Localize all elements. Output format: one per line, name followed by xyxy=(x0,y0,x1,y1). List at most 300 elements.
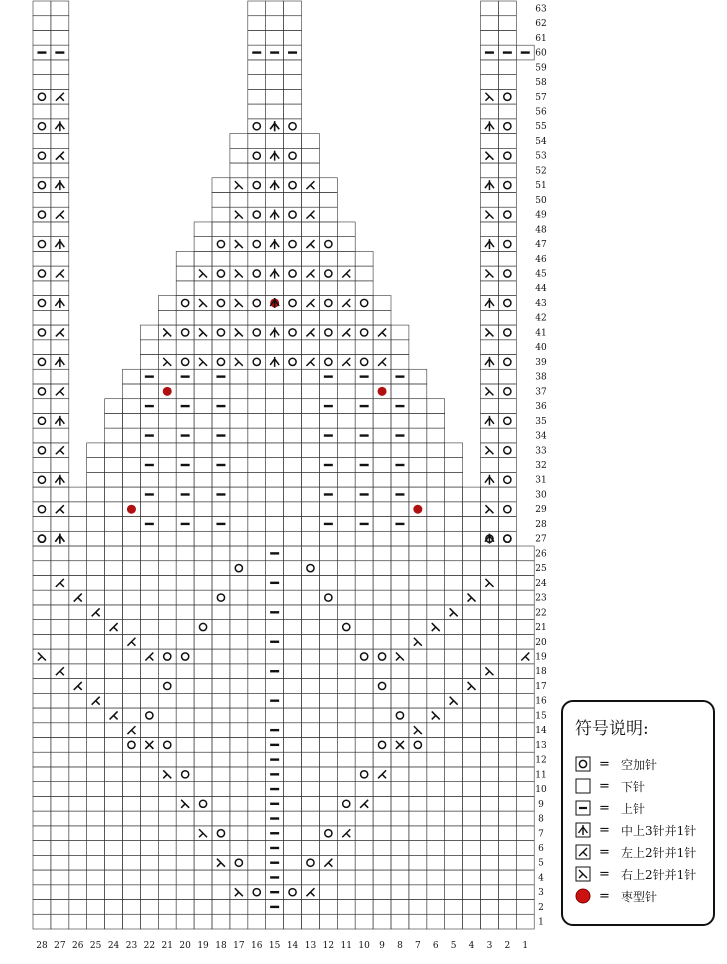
stitch-cell xyxy=(248,60,266,75)
stitch-cell xyxy=(123,561,141,576)
legend-equals: = xyxy=(599,888,610,904)
stitch-cell xyxy=(355,355,373,370)
stitch-cell xyxy=(302,222,320,237)
stitch-cell xyxy=(337,502,355,517)
left-decrease-icon xyxy=(306,181,314,189)
stitch-cell xyxy=(230,634,248,649)
stitch-cell xyxy=(51,428,69,443)
stitch-cell xyxy=(194,369,212,384)
stitch-cell xyxy=(373,826,391,841)
stitch-cell xyxy=(230,811,248,826)
yarn-over-icon xyxy=(289,152,296,159)
stitch-cell xyxy=(391,826,409,841)
stitch-cell xyxy=(33,325,51,340)
stitch-cell xyxy=(105,502,123,517)
stitch-cell xyxy=(266,30,284,45)
stitch-cell xyxy=(302,900,320,915)
stitch-cell xyxy=(69,561,87,576)
stitch-cell xyxy=(105,561,123,576)
stitch-cell xyxy=(176,472,194,487)
left-decrease-icon xyxy=(56,505,64,513)
stitch-cell xyxy=(194,590,212,605)
stitch-cell xyxy=(498,914,516,929)
stitch-cell xyxy=(427,664,445,679)
stitch-cell xyxy=(194,517,212,532)
stitch-cell xyxy=(319,310,337,325)
yarn-over-icon xyxy=(253,358,260,365)
stitch-cell xyxy=(481,841,499,856)
stitch-cell xyxy=(33,148,51,163)
stitch-cell xyxy=(355,811,373,826)
stitch-cell xyxy=(302,399,320,414)
stitch-cell xyxy=(33,89,51,104)
stitch-cell xyxy=(445,679,463,694)
stitch-cell xyxy=(409,782,427,797)
stitch-cell xyxy=(123,649,141,664)
stitch-cell xyxy=(158,296,176,311)
stitch-cell xyxy=(176,826,194,841)
right-decrease-icon xyxy=(163,358,171,366)
stitch-cell xyxy=(176,679,194,694)
stitch-cell xyxy=(391,355,409,370)
yarn-over-icon xyxy=(325,594,332,601)
stitch-cell xyxy=(230,590,248,605)
stitch-cell xyxy=(284,310,302,325)
stitch-cell xyxy=(319,693,337,708)
stitch-cell xyxy=(51,885,69,900)
stitch-cell xyxy=(373,620,391,635)
stitch-cell xyxy=(51,738,69,753)
stitch-cell xyxy=(33,855,51,870)
left-decrease-icon xyxy=(378,328,386,336)
stitch-cell xyxy=(51,649,69,664)
right-decrease-icon xyxy=(235,270,243,278)
stitch-cell xyxy=(319,723,337,738)
stitch-cell xyxy=(319,841,337,856)
stitch-cell xyxy=(69,693,87,708)
stitch-cell xyxy=(391,561,409,576)
stitch-cell xyxy=(105,855,123,870)
stitch-cell xyxy=(212,413,230,428)
stitch-cell xyxy=(445,914,463,929)
stitch-cell xyxy=(391,325,409,340)
stitch-cell xyxy=(463,885,481,900)
stitch-cell xyxy=(248,16,266,31)
stitch-cell xyxy=(33,605,51,620)
column-number-label: 26 xyxy=(72,941,84,951)
stitch-cell xyxy=(284,443,302,458)
row-number-label: 43 xyxy=(535,298,547,309)
stitch-cell xyxy=(481,708,499,723)
stitch-cell xyxy=(427,855,445,870)
column-number-label: 10 xyxy=(358,941,370,951)
stitch-cell xyxy=(409,399,427,414)
stitch-cell xyxy=(409,811,427,826)
stitch-cell xyxy=(498,75,516,90)
right-decrease-icon xyxy=(485,211,493,219)
stitch-cell xyxy=(481,104,499,119)
stitch-cell xyxy=(319,620,337,635)
stitch-cell xyxy=(33,369,51,384)
stitch-cell xyxy=(498,237,516,252)
stitch-cell xyxy=(248,914,266,929)
yarn-over-icon xyxy=(38,476,45,483)
left-decrease-icon xyxy=(324,859,332,867)
stitch-cell xyxy=(158,738,176,753)
stitch-cell xyxy=(158,900,176,915)
stitch-cell xyxy=(445,885,463,900)
stitch-cell xyxy=(158,914,176,929)
stitch-cell xyxy=(337,546,355,561)
stitch-cell xyxy=(212,693,230,708)
stitch-cell xyxy=(427,502,445,517)
stitch-cell xyxy=(355,870,373,885)
central-double-decrease-icon xyxy=(270,327,279,337)
column-number-label: 2 xyxy=(504,941,511,951)
right-decrease-icon xyxy=(163,770,171,778)
stitch-cell xyxy=(194,222,212,237)
stitch-cell xyxy=(445,664,463,679)
stitch-cell xyxy=(463,575,481,590)
stitch-cell xyxy=(337,679,355,694)
row-number-label: 32 xyxy=(535,461,547,472)
stitch-cell xyxy=(481,796,499,811)
stitch-cell xyxy=(33,517,51,532)
stitch-cell xyxy=(463,796,481,811)
stitch-cell xyxy=(176,355,194,370)
stitch-cell xyxy=(481,546,499,561)
stitch-cell xyxy=(123,752,141,767)
stitch-cell xyxy=(266,561,284,576)
stitch-cell xyxy=(212,590,230,605)
stitch-cell xyxy=(51,826,69,841)
legend-item-central-double-decrease xyxy=(575,821,696,839)
yarn-over-icon xyxy=(289,123,296,130)
stitch-cell xyxy=(284,1,302,16)
stitch-cell xyxy=(391,620,409,635)
stitch-cell xyxy=(319,237,337,252)
stitch-cell xyxy=(427,575,445,590)
stitch-cell xyxy=(33,104,51,119)
row-number-label: 12 xyxy=(535,755,547,766)
stitch-cell xyxy=(266,413,284,428)
right-decrease-icon xyxy=(199,328,207,336)
stitch-cell xyxy=(373,369,391,384)
stitch-cell xyxy=(337,782,355,797)
stitch-cell xyxy=(319,193,337,208)
left-decrease-icon xyxy=(306,888,314,896)
stitch-cell xyxy=(230,193,248,208)
yarn-over-icon xyxy=(253,123,260,130)
stitch-cell xyxy=(266,679,284,694)
left-decrease-icon xyxy=(127,726,135,734)
stitch-cell xyxy=(248,266,266,281)
stitch-cell xyxy=(302,517,320,532)
stitch-cell xyxy=(463,620,481,635)
stitch-cell xyxy=(355,914,373,929)
stitch-cell xyxy=(284,590,302,605)
central-double-decrease-icon xyxy=(485,475,494,485)
stitch-cell xyxy=(176,502,194,517)
stitch-cell xyxy=(266,1,284,16)
stitch-cell xyxy=(391,796,409,811)
stitch-cell xyxy=(51,723,69,738)
yarn-over-icon xyxy=(325,299,332,306)
yarn-over-icon xyxy=(325,830,332,837)
yarn-over-icon xyxy=(289,211,296,218)
row-number-label: 47 xyxy=(535,240,547,251)
yarn-over-icon xyxy=(182,299,189,306)
stitch-cell xyxy=(481,738,499,753)
right-decrease-icon xyxy=(485,387,493,395)
stitch-cell xyxy=(140,914,158,929)
legend-label: 空加针 xyxy=(621,757,658,772)
stitch-cell xyxy=(302,487,320,502)
stitch-cell xyxy=(87,900,105,915)
stitch-cell xyxy=(248,634,266,649)
stitch-cell xyxy=(123,900,141,915)
stitch-cell xyxy=(33,796,51,811)
stitch-cell xyxy=(337,708,355,723)
stitch-cell xyxy=(409,885,427,900)
stitch-cell xyxy=(230,855,248,870)
right-decrease-icon xyxy=(199,829,207,837)
stitch-cell xyxy=(498,413,516,428)
left-decrease-icon xyxy=(360,800,368,808)
stitch-cell xyxy=(481,826,499,841)
stitch-cell xyxy=(409,679,427,694)
stitch-cell xyxy=(248,575,266,590)
stitch-cell xyxy=(105,752,123,767)
stitch-cell xyxy=(266,487,284,502)
stitch-cell xyxy=(373,634,391,649)
stitch-cell xyxy=(355,251,373,266)
stitch-cell xyxy=(176,340,194,355)
stitch-cell xyxy=(69,531,87,546)
stitch-cell xyxy=(176,561,194,576)
stitch-cell xyxy=(498,207,516,222)
yarn-over-icon xyxy=(361,653,368,660)
stitch-cell xyxy=(33,443,51,458)
stitch-cell xyxy=(176,620,194,635)
stitch-cell xyxy=(337,841,355,856)
stitch-cell xyxy=(373,855,391,870)
central-double-decrease-icon xyxy=(485,534,494,544)
stitch-cell xyxy=(355,325,373,340)
yarn-over-icon xyxy=(217,358,224,365)
stitch-cell xyxy=(355,443,373,458)
stitch-cell xyxy=(212,178,230,193)
stitch-cell xyxy=(266,340,284,355)
stitch-cell xyxy=(337,752,355,767)
stitch-cell xyxy=(481,782,499,797)
stitch-cell xyxy=(373,782,391,797)
stitch-cell xyxy=(87,870,105,885)
stitch-cell xyxy=(284,237,302,252)
stitch-cell xyxy=(427,413,445,428)
stitch-cell xyxy=(248,664,266,679)
left-decrease-icon xyxy=(306,358,314,366)
stitch-cell xyxy=(33,752,51,767)
stitch-cell xyxy=(51,796,69,811)
left-decrease-icon xyxy=(110,711,118,719)
stitch-cell xyxy=(284,900,302,915)
yarn-over-icon xyxy=(217,594,224,601)
stitch-cell xyxy=(158,517,176,532)
stitch-cell xyxy=(69,575,87,590)
stitch-cell xyxy=(516,561,534,576)
stitch-cell xyxy=(33,546,51,561)
stitch-cell xyxy=(69,782,87,797)
stitch-cell xyxy=(51,914,69,929)
row-number-label: 13 xyxy=(535,740,547,751)
stitch-cell xyxy=(445,870,463,885)
yarn-over-icon xyxy=(38,240,45,247)
stitch-cell xyxy=(194,870,212,885)
left-decrease-icon xyxy=(56,387,64,395)
stitch-cell xyxy=(176,575,194,590)
yarn-over-icon xyxy=(253,329,260,336)
stitch-cell xyxy=(391,413,409,428)
yarn-over-icon xyxy=(289,329,296,336)
stitch-cell xyxy=(302,649,320,664)
right-decrease-icon xyxy=(199,299,207,307)
stitch-cell xyxy=(51,855,69,870)
stitch-cell xyxy=(105,634,123,649)
stitch-cell xyxy=(498,855,516,870)
stitch-cell xyxy=(230,679,248,694)
yarn-over-icon xyxy=(253,211,260,218)
stitch-cell xyxy=(105,914,123,929)
stitch-cell xyxy=(140,693,158,708)
stitch-cell xyxy=(373,531,391,546)
stitch-cell xyxy=(51,340,69,355)
stitch-cell xyxy=(212,679,230,694)
stitch-cell xyxy=(248,75,266,90)
stitch-cell xyxy=(391,340,409,355)
stitch-cell xyxy=(140,885,158,900)
stitch-cell xyxy=(373,443,391,458)
stitch-cell xyxy=(230,738,248,753)
stitch-cell xyxy=(498,738,516,753)
stitch-cell xyxy=(105,796,123,811)
column-number-label: 15 xyxy=(268,941,281,951)
stitch-cell xyxy=(337,222,355,237)
row-number-label: 35 xyxy=(535,416,547,427)
stitch-cell xyxy=(266,369,284,384)
stitch-cell xyxy=(248,620,266,635)
stitch-cell xyxy=(463,782,481,797)
stitch-cell xyxy=(445,575,463,590)
stitch-cell xyxy=(194,900,212,915)
stitch-cell xyxy=(33,413,51,428)
stitch-cell xyxy=(158,664,176,679)
stitch-cell xyxy=(319,870,337,885)
stitch-cell xyxy=(33,16,51,31)
stitch-cell xyxy=(355,738,373,753)
stitch-cell xyxy=(337,428,355,443)
stitch-cell xyxy=(284,561,302,576)
stitch-cell xyxy=(212,310,230,325)
row-number-label: 10 xyxy=(535,785,547,796)
stitch-cell xyxy=(69,796,87,811)
stitch-cell xyxy=(463,914,481,929)
stitch-cell xyxy=(248,384,266,399)
stitch-cell xyxy=(409,487,427,502)
central-double-decrease-icon xyxy=(270,180,279,190)
stitch-cell xyxy=(284,811,302,826)
stitch-cell xyxy=(409,458,427,473)
stitch-cell xyxy=(87,487,105,502)
yarn-over-icon xyxy=(38,270,45,277)
stitch-cell xyxy=(194,443,212,458)
stitch-cell xyxy=(284,30,302,45)
stitch-cell xyxy=(176,325,194,340)
stitch-cell xyxy=(409,708,427,723)
central-double-decrease-icon xyxy=(485,298,494,308)
column-number-label: 1 xyxy=(522,941,529,951)
stitch-cell xyxy=(463,502,481,517)
yarn-over-icon xyxy=(253,270,260,277)
stitch-cell xyxy=(302,782,320,797)
stitch-cell xyxy=(302,679,320,694)
yarn-over-icon xyxy=(361,358,368,365)
yarn-over-icon xyxy=(325,329,332,336)
row-number-label: 49 xyxy=(535,210,547,221)
yarn-over-icon xyxy=(504,211,511,218)
stitch-cell xyxy=(337,855,355,870)
stitch-cell xyxy=(481,428,499,443)
yarn-over-icon xyxy=(38,123,45,130)
row-number-label: 7 xyxy=(538,829,544,840)
stitch-cell xyxy=(212,561,230,576)
stitch-cell xyxy=(33,163,51,178)
stitch-cell xyxy=(302,340,320,355)
yarn-over-icon xyxy=(38,329,45,336)
stitch-cell xyxy=(427,870,445,885)
stitch-cell xyxy=(230,472,248,487)
stitch-cell xyxy=(481,487,499,502)
stitch-cell xyxy=(302,472,320,487)
stitch-cell xyxy=(516,885,534,900)
stitch-cell xyxy=(51,767,69,782)
stitch-cell xyxy=(33,870,51,885)
stitch-cell xyxy=(248,310,266,325)
stitch-cell xyxy=(319,325,337,340)
stitch-cell xyxy=(337,767,355,782)
stitch-cell xyxy=(33,679,51,694)
column-number-label: 11 xyxy=(340,941,352,951)
stitch-cell xyxy=(498,841,516,856)
stitch-cell xyxy=(212,222,230,237)
stitch-cell xyxy=(69,752,87,767)
left-decrease-icon xyxy=(56,667,64,675)
stitch-cell xyxy=(337,900,355,915)
stitch-cell xyxy=(176,413,194,428)
stitch-cell xyxy=(355,693,373,708)
stitch-cell xyxy=(248,841,266,856)
stitch-cell xyxy=(87,502,105,517)
stitch-cell xyxy=(337,664,355,679)
stitch-cell xyxy=(69,767,87,782)
stitch-cell xyxy=(33,914,51,929)
stitch-cell xyxy=(463,811,481,826)
stitch-cell xyxy=(284,428,302,443)
yarn-over-icon xyxy=(504,417,511,424)
stitch-cell xyxy=(69,723,87,738)
stitch-cell xyxy=(248,428,266,443)
stitch-cell xyxy=(212,752,230,767)
